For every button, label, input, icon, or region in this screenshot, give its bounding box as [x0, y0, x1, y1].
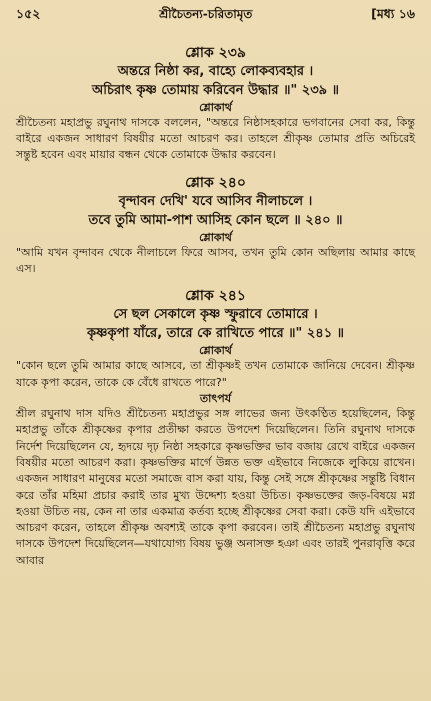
- verse-241: [16, 287, 415, 391]
- verse-240-line-2: তবে তুমি আমা-পাশ আসিহ কোন ছলে ॥ ২৪০ ॥: [88, 212, 343, 228]
- verse-241-line-2: কৃষ্ণকৃপা যাঁরে, তারে কে রাখিতে পারে ॥" ২৪১ ॥: [86, 326, 345, 342]
- page-number: ১৫২: [16, 6, 41, 21]
- purport-label: তাৎপর্য: [199, 392, 232, 406]
- verse-240-translation: "আমি যখন বৃন্দাবন থেকে নীলাচলে ফিরে আসব, তখন তুমি কোন অছিলায় আমার কাছে এস।: [16, 245, 415, 275]
- verse-240-title: শ্লোক ২৪০: [185, 174, 246, 191]
- verse-239-translation-label: শ্লোকার্থ: [199, 101, 232, 114]
- verse-239-title: শ্লোক ২৩৯: [185, 45, 246, 61]
- purport-section: [16, 391, 415, 569]
- book-title: শ্রীচৈতন্য-চরিতামৃত: [159, 7, 253, 21]
- chapter-marker: [মধ্য ১৬: [371, 6, 415, 21]
- page-header: [16, 6, 415, 22]
- verse-241-title: শ্লোক ২৪১: [185, 288, 246, 305]
- verse-239-line-1: অন্তরে নিষ্ঠা কর, বাহ্যে লোকব্যবহার ।: [117, 64, 314, 79]
- verse-241-line-1: সে ছল সেকালে কৃষ্ণ স্ফুরাবে তোমারে ।: [113, 307, 318, 323]
- verse-240: [16, 174, 415, 277]
- verse-240-translation-label: শ্লোকার্থ: [199, 230, 232, 244]
- purport-text: শ্রীল রঘুনাথ দাস যদিও শ্রীচৈতন্য মহাপ্রভুর সঙ্গ লাভের জন্য উৎকণ্ঠিত হয়েছিলেন, কিন্তু মহাপ্রভু তাঁকে শ্রীকৃষ্ণের কৃপার প্রতীক্ষা করতে উপদেশ দিয়েছিলেন। তিনি রঘুনাথ দাসকে নির্দেশ দিয়েছিলেন যে, হৃদয়ে দৃঢ় নিষ্ঠা সহকারে কৃষ্ণভক্তির ভাব বজায় রেখে বাইরে একজন বিষয়ীর মতো আচরণ করা। কৃষ্ণভক্তির মার্গে উন্নত ভক্ত এইভাবে নিজেকে লুকিয়ে রাখেন। একজন সাধারণ মানুষের মতো সমাজে বাস করা যায়, কিন্তু সেই সঙ্গে শ্রীকৃষ্ণের সন্তুষ্টি বিধান করে তাঁর মহিমা প্রচার করাই তার মুখ্য উদ্দেশ্য হওয়া উচিত। কৃষ্ণভক্তের জড়-বিষয়ে মগ্ন হওয়া উচিত নয়, কেন না তার একমাত্র কর্তব্য হচ্ছে শ্রীকৃষ্ণের সেবা করা। কেউ যদি এইভাবে আচরণ করেন, তাহলে শ্রীকৃষ্ণ অবশ্যই তাকে কৃপা করবেন। তাই শ্রীচৈতন্য মহাপ্রভু রঘুনাথ দাসকে উপদেশ দিয়েছিলেন—যথাযোগ্য বিষয় ভুঞ্জ অনাসক্ত হঞা এবং তারই পুনরাবৃত্তি করে আবার: [16, 407, 415, 567]
- verse-239-translation: শ্রীচৈতন্য মহাপ্রভু রঘুনাথ দাসকে বললেন, "অন্তরে নিষ্ঠাসহকারে ভগবানের সেবা কর, কিন্তু বাইরে একজন সাধারণ বিষয়ীর মতো আচরণ কর। তাহলে শ্রীকৃষ্ণ তোমার প্রতি অচিরেই সন্তুষ্ট হবেন এবং মায়ার বন্ধন থেকে তোমাকে উদ্ধার করবেন।: [16, 116, 415, 162]
- verse-241-translation: "কোন ছলে তুমি আমার কাছে আসবে, তা শ্রীকৃষ্ণই তখন তোমাকে জানিয়ে দেবেন। শ্রীকৃষ্ণ যাকে কৃপা করেন, তাকে কে বেঁধে রাখতে পারে?": [16, 359, 415, 389]
- verse-239: [16, 44, 415, 164]
- verse-239-line-2: অচিরাৎ কৃষ্ণ তোমায় করিবেন উদ্ধার ॥" ২৩৯ ॥: [92, 83, 339, 98]
- verse-241-translation-label: শ্লোকার্থ: [199, 344, 232, 358]
- verse-240-line-1: বৃন্দাবন দেখি' যবে আসিব নীলাচলে ।: [118, 193, 313, 209]
